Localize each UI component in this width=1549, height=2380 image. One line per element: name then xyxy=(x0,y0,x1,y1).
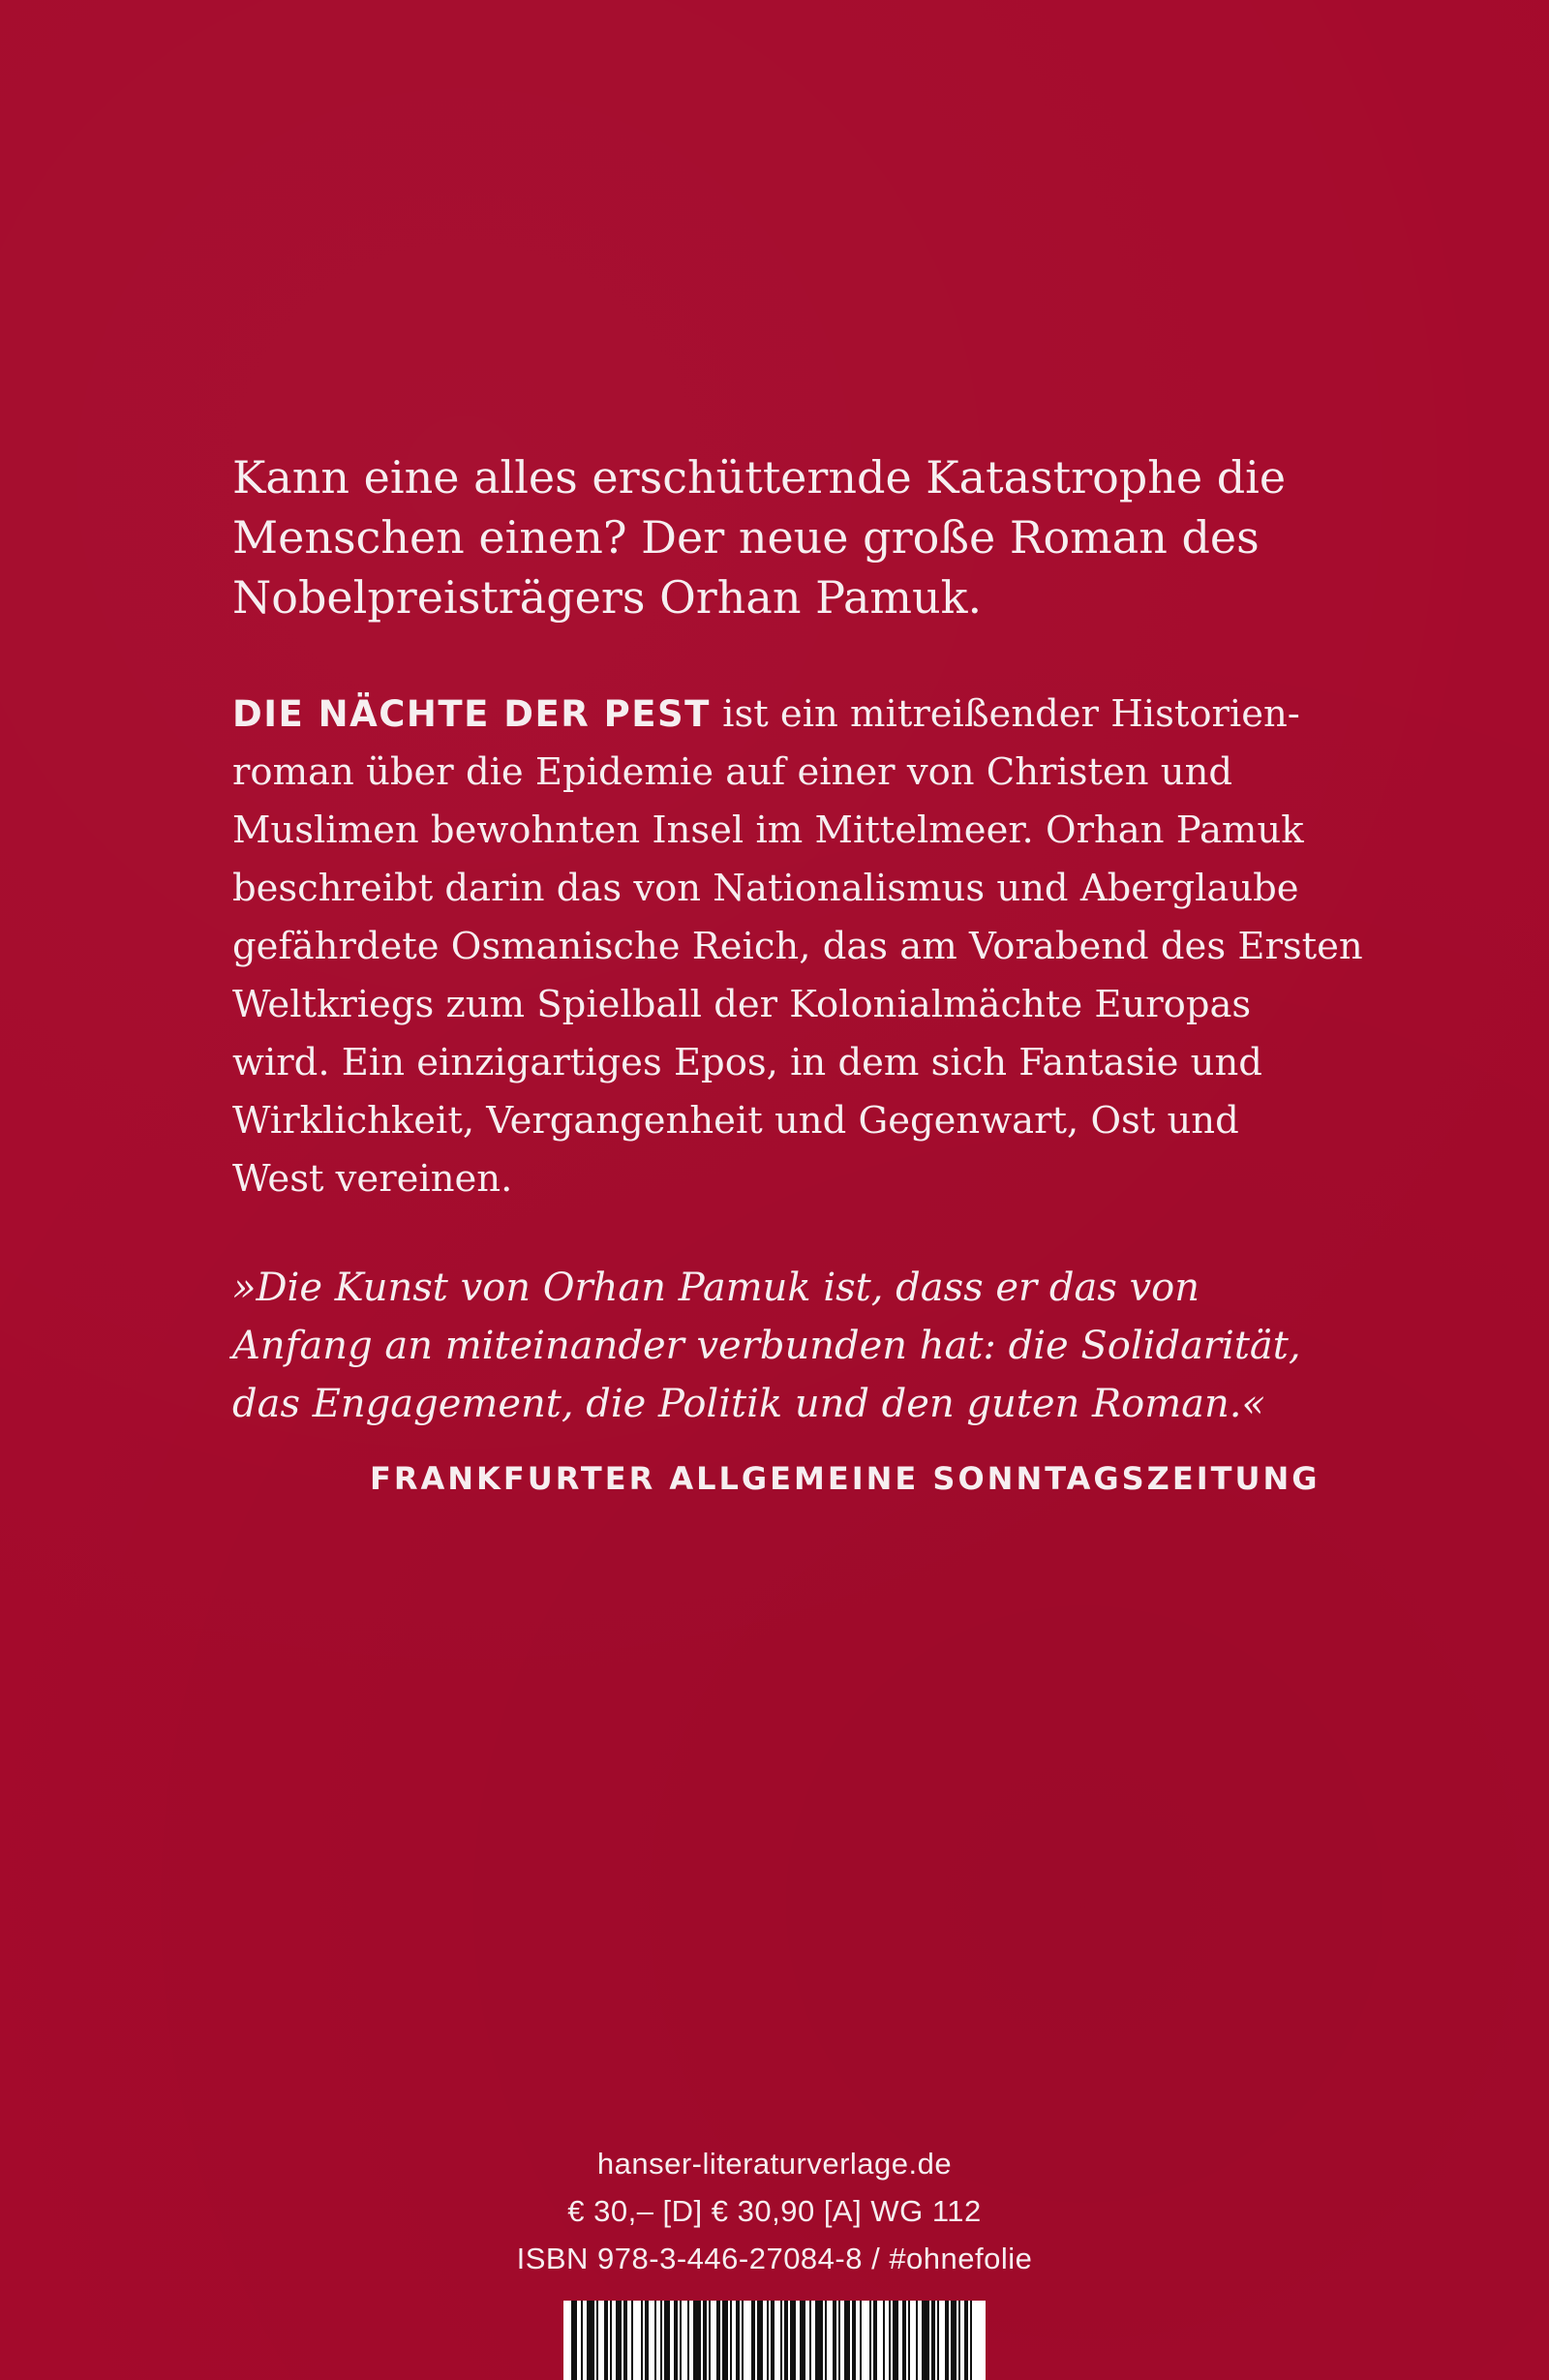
quote-source: FRANKFURTER ALLGEMEINE SONNTAGSZEITUNG xyxy=(370,1460,1321,1497)
description-first-line xyxy=(232,686,1413,744)
barcode-bar xyxy=(893,2301,898,2380)
description-line: roman über die Epidemie auf einer von Christen und xyxy=(232,750,1233,794)
description-line: Wirklichkeit, Vergangenheit und Gegenwart, Ost und xyxy=(232,1099,1239,1143)
barcode-bar xyxy=(703,2301,707,2380)
lead-line: Nobelpreisträgers Orhan Pamuk. xyxy=(232,571,983,624)
barcode-bar xyxy=(716,2301,720,2380)
barcode-bar xyxy=(937,2301,939,2380)
quote-line: das Engagement, die Politik und den guten Roman.« xyxy=(232,1382,1265,1426)
barcode-bar xyxy=(631,2301,633,2380)
barcode-bar xyxy=(908,2301,910,2380)
lead-line: Menschen einen? Der neue große Roman des xyxy=(232,511,1260,564)
barcode-bar xyxy=(687,2301,689,2380)
barcode-bar xyxy=(771,2301,774,2380)
description-line: Weltkriegs zum Spielball der Kolonialmächte Europas xyxy=(232,983,1252,1026)
barcode-bar xyxy=(780,2301,782,2380)
barcode-bar xyxy=(645,2301,649,2380)
lead-line: Kann eine alles erschütternde Katastrophe die xyxy=(232,451,1287,503)
barcode-bar xyxy=(902,2301,906,2380)
quote-line: »Die Kunst von Orhan Pamuk ist, dass er das von xyxy=(232,1266,1200,1310)
isbn: ISBN 978-3-446-27084-8 / #ohnefolie xyxy=(516,2242,1033,2275)
barcode-bar xyxy=(742,2301,744,2380)
barcode-bar xyxy=(964,2301,968,2380)
barcode-bar xyxy=(809,2301,811,2380)
barcode-bar xyxy=(610,2301,612,2380)
barcode-bar xyxy=(833,2301,836,2380)
barcode-bar xyxy=(852,2301,856,2380)
barcode-bar xyxy=(958,2301,960,2380)
description-line: Muslimen bewohnten Insel im Mittelmeer. Orhan Pamuk xyxy=(232,809,1304,852)
barcode-bar xyxy=(654,2301,656,2380)
barcode-bar xyxy=(722,2301,728,2380)
barcode-bar xyxy=(581,2301,583,2380)
description-line: wird. Ein einzigartiges Epos, in dem sich Fantasie und xyxy=(232,1041,1262,1084)
book-title: DIE NÄCHTE DER PEST xyxy=(232,693,711,735)
barcode-bar xyxy=(751,2301,755,2380)
description-line: beschreibt darin das von Nationalismus und Aberglaube xyxy=(232,867,1299,910)
lead-text xyxy=(232,447,1394,627)
barcode-bar xyxy=(757,2301,763,2380)
barcode-bar xyxy=(869,2301,871,2380)
barcode-bar xyxy=(945,2301,949,2380)
barcode-bar xyxy=(838,2301,840,2380)
publisher-footer xyxy=(0,2140,1549,2282)
barcode-bar xyxy=(596,2301,598,2380)
description-line: West vereinen. xyxy=(232,1157,513,1201)
barcode-bar xyxy=(860,2301,862,2380)
barcode-bar xyxy=(922,2301,929,2380)
barcode-bar xyxy=(844,2301,850,2380)
description-line: gefährdete Osmanische Reich, das am Vorabend des Ersten xyxy=(232,925,1363,968)
barcode-bar xyxy=(571,2301,577,2380)
barcode-bar xyxy=(873,2301,877,2380)
barcode-bar xyxy=(815,2301,823,2380)
quote-line: Anfang an miteinander verbunden hat: die Solidarität, xyxy=(232,1324,1301,1368)
barcode-bar xyxy=(736,2301,740,2380)
barcode-bar xyxy=(623,2301,627,2380)
barcode-bar xyxy=(587,2301,594,2380)
barcode-bar xyxy=(951,2301,957,2380)
description-line: ist ein mitreißender Historien- xyxy=(710,692,1300,736)
barcode-bar xyxy=(825,2301,827,2380)
barcode-bar xyxy=(674,2301,678,2380)
barcode-bar xyxy=(693,2301,701,2380)
barcode-bar xyxy=(616,2301,622,2380)
press-quote xyxy=(232,1259,1413,1433)
barcode-bar xyxy=(767,2301,769,2380)
barcode-bar xyxy=(664,2301,670,2380)
barcode-bar xyxy=(883,2301,885,2380)
barcode-bar xyxy=(660,2301,662,2380)
barcode-graphic xyxy=(563,2301,986,2380)
barcode-bar xyxy=(889,2301,891,2380)
description-text xyxy=(232,686,1413,1208)
barcode-bar xyxy=(680,2301,682,2380)
publisher-website: hanser-literaturverlage.de xyxy=(596,2147,953,2181)
barcode-bar xyxy=(800,2301,805,2380)
barcode-bar xyxy=(916,2301,918,2380)
barcode-bar xyxy=(641,2301,643,2380)
barcode-bar xyxy=(730,2301,732,2380)
barcode-bar xyxy=(790,2301,796,2380)
barcode-bar xyxy=(931,2301,935,2380)
price-info: € 30,– [D] € 30,90 [A] WG 112 xyxy=(567,2194,982,2228)
barcode-bar xyxy=(709,2301,711,2380)
barcode-bar xyxy=(604,2301,608,2380)
barcode-bar xyxy=(784,2301,788,2380)
barcode xyxy=(563,2301,986,2380)
barcode-bar xyxy=(970,2301,972,2380)
